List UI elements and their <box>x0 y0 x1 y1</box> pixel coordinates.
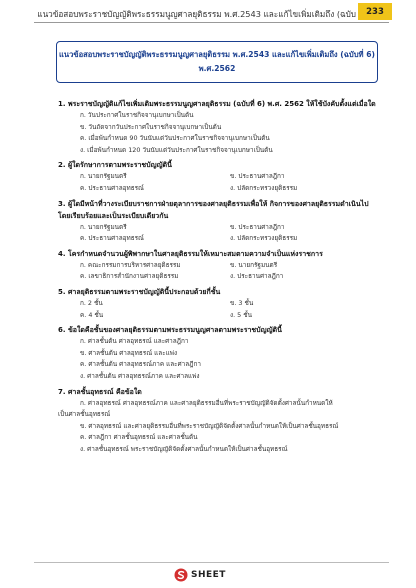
answer-option: ง. ประธานศาลฎีกา <box>230 272 284 281</box>
answer-option: ก. 2 ชั้น <box>80 298 103 307</box>
question-stem: 2. ผู้ใดรักษาการตามพระราชบัญญัตินี้ <box>58 161 172 170</box>
question-stem: 6. ข้อใดคือชั้นของศาลยุติธรรมตามพระธรรมนูญศาลตามพระราชบัญญัตินี้ <box>58 326 282 335</box>
answer-options <box>58 336 378 382</box>
question-block <box>58 159 378 194</box>
answer-option: ค. เมื่อพ้นกำหนด 90 วันนับแต่วันประกาศในราชกิจจานุเบกษาเป็นต้น <box>80 134 270 143</box>
question-stem: 7. ศาลชั้นอุทธรณ์ คือข้อใด <box>58 387 142 396</box>
answer-option: ก. นายกรัฐมนตรี <box>80 222 127 231</box>
answer-option: ก. ศาลชั้นต้น ศาลอุทธรณ์ และศาลฎีกา <box>80 337 189 346</box>
section-title-line-1: แนวข้อสอบพระราชบัญญัติพระธรรมนูญศาลยุติธรรม พ.ศ.2543 และแก้ไขเพิ่มเติมถึง (ฉบับที่ 6) <box>59 50 375 59</box>
page-footer <box>0 558 416 588</box>
answer-option: ค. ประธานศาลอุทธรณ์ <box>80 234 144 243</box>
answer-option: ค. เลขาธิการสำนักงานศาลยุติธรรม <box>80 272 179 281</box>
page-header <box>0 0 416 26</box>
answer-option: เป็นศาลชั้นอุทธรณ์ <box>58 410 111 419</box>
answer-option: ก. นายกรัฐมนตรี <box>80 172 127 181</box>
section-title-line-2: พ.ศ.2562 <box>198 64 236 73</box>
footer-divider <box>34 562 389 563</box>
question-stem: 5. ศาลยุติธรรมตามพระราชบัญญัตินี้ประกอบด้วยกี่ชั้น <box>58 287 221 296</box>
answer-options <box>58 171 378 194</box>
sheet-logo <box>174 568 226 582</box>
answer-options <box>58 260 378 283</box>
header-divider <box>34 22 389 23</box>
question-block <box>58 98 378 156</box>
answer-option: ข. ประธานศาลฎีกา <box>230 172 285 181</box>
answer-options <box>58 222 378 245</box>
question-block <box>58 286 378 321</box>
answer-options <box>58 298 378 321</box>
answer-options <box>58 110 378 156</box>
answer-options <box>58 398 378 456</box>
question-block <box>58 248 378 283</box>
answer-option: ข. วันถัดจากวันประกาศในราชกิจจานุเบกษาเป็นต้น <box>80 122 222 131</box>
answer-option: ก. คณะกรรมการบริหารศาลยุติธรรม <box>80 260 181 269</box>
answer-option: ค. 4 ชั้น <box>80 310 104 319</box>
question-list <box>58 98 378 458</box>
answer-option: ค. ประธานศาลอุทธรณ์ <box>80 183 144 192</box>
question-stem: 3. ผู้ใดมีหน้าที่วางระเบียบราชการฝ่ายตุลาการของศาลยุติธรรมเพื่อให้ กิจการของศาลยุติธรรมดำเนินไปโดยเรียบร้อยและเป็นระเบียบเดียวกัน <box>58 199 369 220</box>
answer-option: ง. เมื่อพ้นกำหนด 120 วันนับแต่วันประกาศในราชกิจจานุเบกษาเป็นต้น <box>80 145 273 154</box>
section-title-box <box>56 41 378 83</box>
answer-option: ข. 3 ชั้น <box>230 298 254 307</box>
sheet-logo-icon <box>174 568 188 582</box>
page-number-badge: 233 <box>358 3 392 20</box>
answer-option: ง. ศาลชั้นอุทธรณ์ พระราชบัญญัติจัดตั้งศาลนั้นกำหนดให้เป็นศาลชั้นอุทธรณ์ <box>80 444 288 453</box>
answer-option: ง. ปลัดกระทรวงยุติธรรม <box>230 183 298 192</box>
running-header-title: แนวข้อสอบพระราชบัญญัติพระธรรมนูญศาลยุติธรรม พ.ศ.2543 และแก้ไขเพิ่มเติมถึง (ฉบับ <box>37 9 356 19</box>
answer-option: ง. 5 ชั้น <box>230 310 252 319</box>
answer-option: ข. ศาลอุทธรณ์ และศาลยุติธรรมอื่นที่พระราชบัญญัติจัดตั้งศาลนั้นกำหนดให้เป็นศาลชั้นอุทธรณ์ <box>80 421 339 430</box>
answer-option: ข. ศาลชั้นต้น ศาลอุทธรณ์ และแพ่ง <box>80 348 178 357</box>
answer-option: ก. ศาลอุทธรณ์ ศาลอุทธรณ์ภาค และศาลยุติธรรมอื่นที่พระราชบัญญัติจัดตั้งศาลนั้นกำหนดให้ <box>80 398 333 407</box>
answer-option: ค. ศาลฎีกา ศาลชั้นอุทธรณ์ และศาลชั้นต้น <box>80 433 198 442</box>
question-stem: 1. พระราชบัญญัติแก้ไขเพิ่มเติมพระธรรมนูญศาลยุติธรรม (ฉบับที่ 6) พ.ศ. 2562 ให้ใช้บังคับตั้งแต่เมื่อใด <box>58 100 376 108</box>
answer-option: ค. ศาลชั้นต้น ศาลอุทธรณ์ภาค และศาลฎีกา <box>80 360 201 369</box>
question-block <box>58 324 378 382</box>
question-stem: 4. โครกำหนดจำนวนผู้พิพากษาในศาลยุติธรรมให้เหมาะสมตามความจำเป็นแห่งราชการ <box>58 249 323 258</box>
sheet-logo-text: SHEET <box>191 570 226 580</box>
answer-option: ข. ประธานศาลฎีกา <box>230 222 285 231</box>
answer-option: ง. ปลัดกระทรวงยุติธรรม <box>230 234 298 243</box>
question-block <box>58 198 378 245</box>
answer-option: ข. นายกรัฐมนตรี <box>230 260 278 269</box>
answer-option: ก. วันประกาศในราชกิจจานุเบกษาเป็นต้น <box>80 111 194 119</box>
answer-option: ง. ศาลชั้นต้น ศาลอุทธรณ์ภาค และศาลแพ่ง <box>80 371 200 380</box>
question-block <box>58 386 378 456</box>
